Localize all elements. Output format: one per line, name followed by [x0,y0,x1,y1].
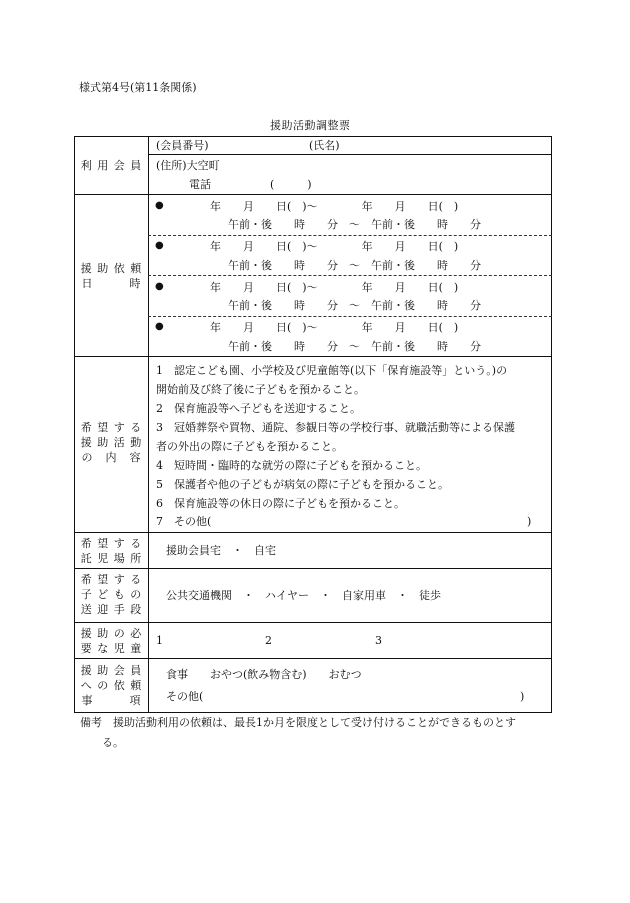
date-row-separator [148,235,552,236]
row-divider [74,568,552,569]
bullet-icon: ● [155,240,164,251]
member-phone-label: 電話 [189,178,211,191]
transport-label-line2: 子 ど も の [80,588,143,601]
request-datetime-label-line2: 日 時 [81,277,142,290]
transport-label-line3: 送 迎 手 段 [80,603,143,616]
date-range[interactable]: 年 月 日( )〜 年 月 日( ) [210,200,459,213]
transport-label [75,572,148,617]
desired-activity-label-line1: 希 望 す る [80,421,143,434]
care-place-options[interactable]: 援助会員宅 ・ 自宅 [166,544,276,557]
label-column-divider [148,136,149,713]
desired-activity-label-line3: の 内 容 [81,451,142,464]
row-divider [74,194,552,195]
remarks-line2: る。 [102,736,124,749]
desired-activity-label-line2: 援 助 活 動 [80,436,143,449]
request-datetime-label [75,261,148,291]
date-row-separator [148,316,552,317]
activity-option-1-cont: 開始前及び終了後に子どもを預かること。 [156,383,365,396]
date-range[interactable]: 年 月 日( )〜 年 月 日( ) [210,281,459,294]
care-place-label-line2: 託 児 場 所 [80,552,143,565]
desired-activity-label [75,420,148,465]
requests-options[interactable]: 食事 おやつ(飲み物含む) おむつ [166,668,362,681]
activity-option-2[interactable]: 2 保育施設等へ子どもを送迎すること。 [156,402,361,415]
activity-option-1[interactable]: 1 認定こども園、小学校及び児童館等(以下「保育施設等」という。)の [156,364,508,377]
form-number: 様式第4号(第11条関係) [79,81,197,94]
children-label [75,626,148,656]
date-range[interactable]: 年 月 日( )〜 年 月 日( ) [210,240,459,253]
remarks-line1: 備考 援助活動利用の依頼は、最長1か月を限度として受け付けることができるものとす [80,716,516,729]
time-range[interactable]: 午前・後 時 分 〜 午前・後 時 分 [228,259,481,272]
requests-label-line2: へ の 依 頼 [80,679,143,692]
date-range[interactable]: 年 月 日( )〜 年 月 日( ) [210,321,459,334]
requests-label-line3: 事 項 [81,694,142,707]
children-label-line1: 援 助 の 必 [80,627,143,640]
time-range[interactable]: 午前・後 時 分 〜 午前・後 時 分 [228,299,481,312]
member-address-field[interactable]: (住所)大空町 [156,159,220,172]
care-place-label-line1: 希 望 す る [80,537,143,550]
requests-other[interactable]: その他( [166,690,204,703]
children-label-line2: 要 な 児 童 [80,642,143,655]
transport-options[interactable]: 公共交通機関 ・ ハイヤー ・ 自家用車 ・ 徒歩 [166,589,441,602]
activity-option-7[interactable]: 7 その他( [156,515,212,528]
member-inner-divider [148,154,552,155]
activity-option-5[interactable]: 5 保護者や他の子どもが病気の際に子どもを預かること。 [156,478,449,491]
requests-label-line1: 援 助 会 員 [80,664,143,677]
transport-label-line1: 希 望 す る [80,573,143,586]
activity-option-4[interactable]: 4 短時間・臨時的な就労の際に子どもを預かること。 [156,459,427,472]
child-2-field[interactable]: 2 [265,634,272,647]
time-range[interactable]: 午前・後 時 分 〜 午前・後 時 分 [228,218,481,231]
request-datetime-label-line1: 援 助 依 頼 [80,262,143,275]
bullet-icon: ● [155,321,164,332]
form-title: 援助活動調整票 [270,119,351,132]
row-divider [74,532,552,533]
member-phone-field[interactable]: ( ) [270,178,312,191]
activity-option-3-cont: 者の外出の際に子どもを預かること。 [156,440,343,453]
requests-label [75,663,148,708]
member-name-field[interactable]: (氏名) [309,139,340,152]
row-divider [74,356,552,357]
activity-option-3[interactable]: 3 冠婚葬祭や買物、通院、参観日等の学校行事、就職活動等による保護 [156,421,515,434]
care-place-label [75,536,148,566]
date-row-separator [148,275,552,276]
child-3-field[interactable]: 3 [375,634,382,647]
member-number-field[interactable]: (会員番号) [156,139,209,152]
row-divider [74,622,552,623]
time-range[interactable]: 午前・後 時 分 〜 午前・後 時 分 [228,340,481,353]
activity-other-close: ) [527,515,532,528]
activity-option-6[interactable]: 6 保育施設等の休日の際に子どもを預かること。 [156,497,405,510]
bullet-icon: ● [155,200,164,211]
child-1-field[interactable]: 1 [156,634,163,647]
bullet-icon: ● [155,281,164,292]
row-divider [74,658,552,659]
requests-other-close: ) [520,690,525,703]
member-label: 利 用 会 員 [80,159,143,172]
